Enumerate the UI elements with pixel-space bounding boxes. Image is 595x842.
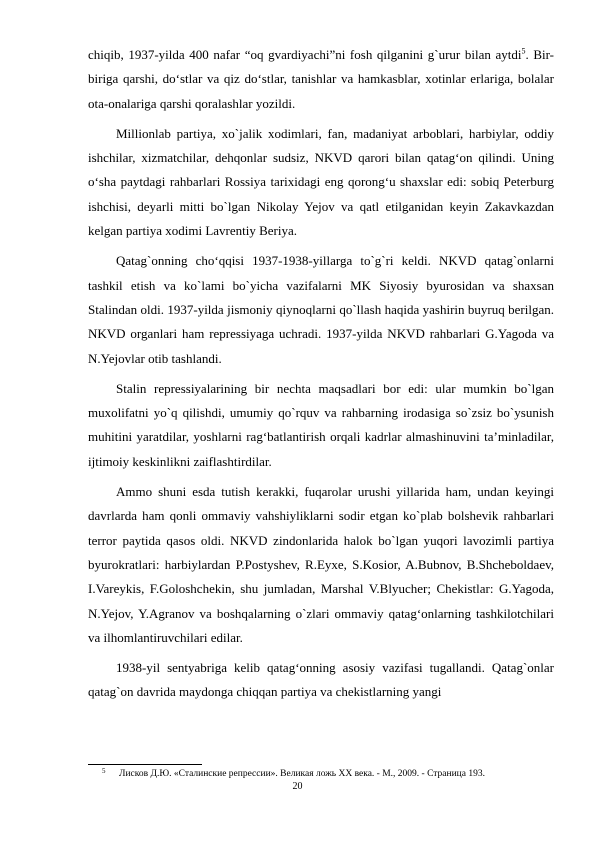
paragraph: 1938-yil sentyabriga kelib qatag‘onning asosiy vazifasi tugallandi. Qatag`onlar qatag`on davrida maydonga chiqqan partiya va chekistlarning yangi [88,660,554,700]
paragraph: Millionlab partiya, xo`jalik xodimlari, fan, madaniyat arboblari, harbiylar, oddiy ishchilar, xizmatchilar, dehqonlar sudsiz, NKVD qarori bilan qatag‘on qilindi. Uning o‘sha paytdagi rahbarlari Rossiya tarixidagi eng qorong‘u shaxslar edi: sobiq Peterburg ishchisi, deyarli mitti bo`lgan Nikolay Yejov va qatl etilganidan keyin Zakavkazdan kelgan partiya xodimi Lavrentiy Beriya. [88,125,554,239]
paragraph: Stalin repressiyalarining bir nechta maqsadlari bor edi: ular mumkin bo`lgan muxolifatni yo`q qilishdi, umumiy qo`rquv va rahbarning irodasiga so`zsiz bo`ysunish muhitini yaratdilar, yoshlarni rag‘batlantirish orqali kadrlar almashinuvini ta’minladilar, ijtimoiy keskinlikni zaiflashtirdilar. [88,380,554,469]
footnote-text: Лисков Д.Ю. «Сталинские репрессии». Великая ложь XX века. - М., 2009. - Страница 193. [119,769,485,779]
footnote-reference[interactable]: 5 [521,46,526,56]
paragraph: Qatag`onning cho‘qqisi 1937-1938-yillarga to`g`ri keldi. NKVD qatag`onlarni tashkil etish va ko`lami bo`yicha vazifalarni MK Siyosiy byurosidan va shaxsan Stalindan oldi. 1937-yilda jismoniy qiynoqlarni qo`llash haqida yashirin buyruq berilgan. NKVD organlari ham repressiyaga uchradi. 1937-yilda NKVD rahbarlari G.Yagoda va N.Yejovlar otib tashlandi. [88,253,554,366]
paragraph: Ammo shuni esda tutish kerakki, fuqarolar urushi yillarida ham, undan keyingi davrlarda ham qonli ommaviy vahshiyliklarni sodir etgan ko`plab bolshevik rahbarlari terror paytida qasos oldi. NKVD zindonlarida halok bo`lgan yuqori lavozimli partiya byurokratlari: harbiylardan P.Postyshev, R.Eyxe, S.Kosior, A.Bubnov, B.Shcheboldaev, I.Vareykis, F.Goloshchekin, shu jumladan, Marshal V.Blyucher; Chekistlar: G.Yagoda, N.Yejov, Y.Agranov va boshqalarning o`zlari ommaviy qatag‘onlarning tashkilotchilari va ilhomlantiruvchilari edilar. [88,484,554,645]
paragraph-text: chiqib, 1937-yilda 400 nafar “oq gvardiyachi”ni fosh qilganini g`urur bilan aytdi [88,47,522,62]
page-number: 20 [292,781,303,792]
paragraph-continuation [88,43,554,116]
document-body [88,43,554,705]
paragraph-text-after-ref: . Bir-biriga qarshi, do‘stlar va qiz do‘stlar, tanishlar va hamkasblar, xotinlar erlariga, bolalar ota-onalariga qarshi qoralashlar yozildi. [88,47,554,111]
footnote-number: 5 [102,767,106,775]
